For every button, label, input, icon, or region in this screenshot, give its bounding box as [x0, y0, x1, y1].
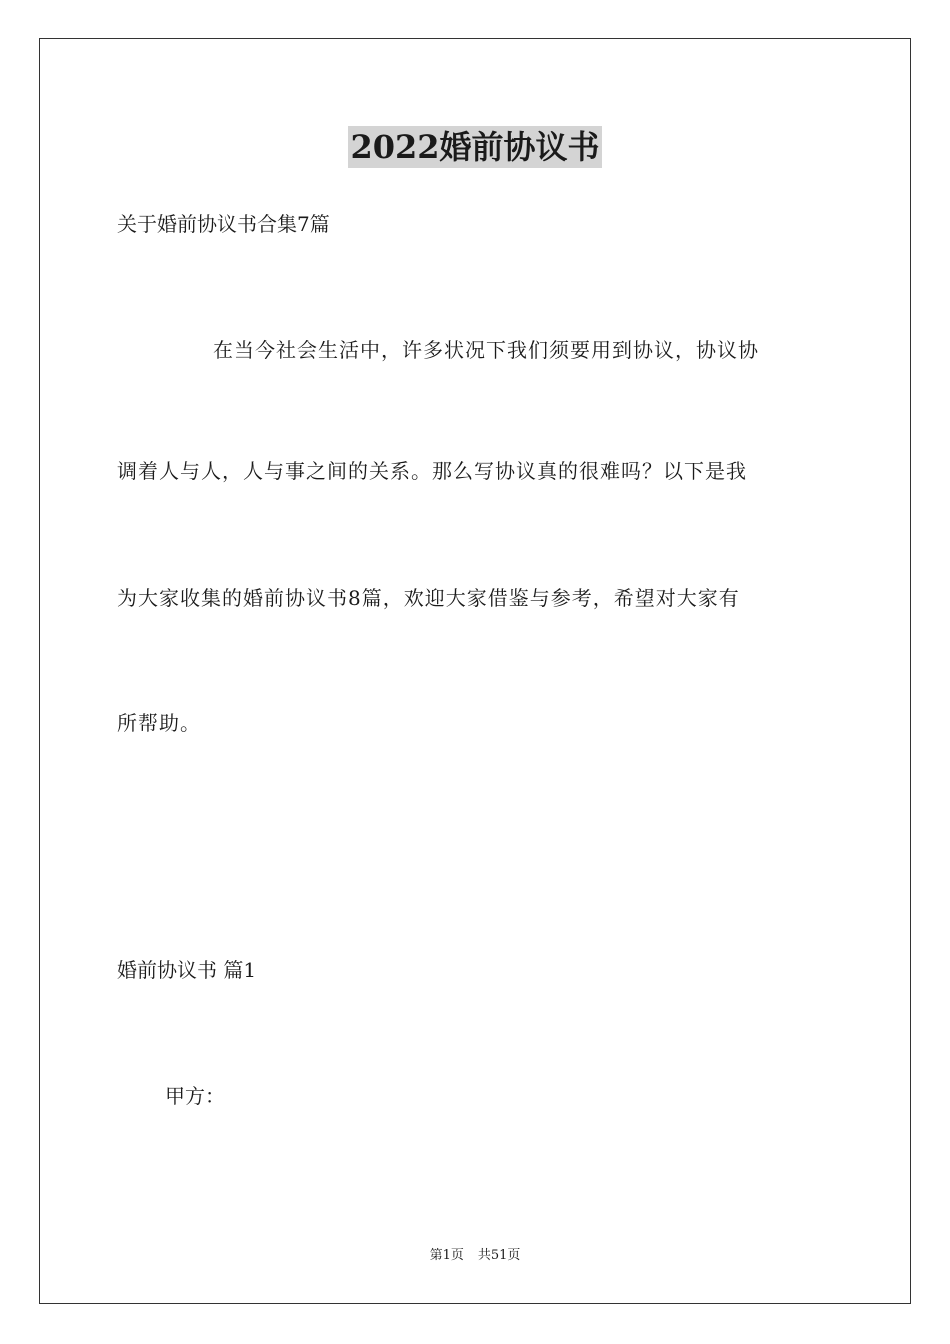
intro-line-2: 调着人与人，人与事之间的关系。那么写协议真的很难吗？以下是我 — [117, 459, 747, 483]
page-total: 共51页 — [477, 1248, 521, 1263]
page-current: 第1页 — [429, 1248, 464, 1263]
intro-line-4: 所帮助。 — [117, 711, 201, 735]
section-heading: 婚前协议书 篇1 — [117, 958, 257, 982]
page-footer — [0, 1247, 950, 1265]
title-container — [0, 126, 950, 168]
party-a-label: 甲方： — [165, 1084, 225, 1108]
intro-line-3: 为大家收集的婚前协议书8篇，欢迎大家借鉴与参考，希望对大家有 — [117, 586, 740, 610]
document-title: 2022婚前协议书 — [350, 128, 600, 166]
intro-line-1: 在当今社会生活中，许多状况下我们须要用到协议，协议协 — [213, 338, 759, 362]
document-subtitle: 关于婚前协议书合集7篇 — [117, 212, 330, 236]
